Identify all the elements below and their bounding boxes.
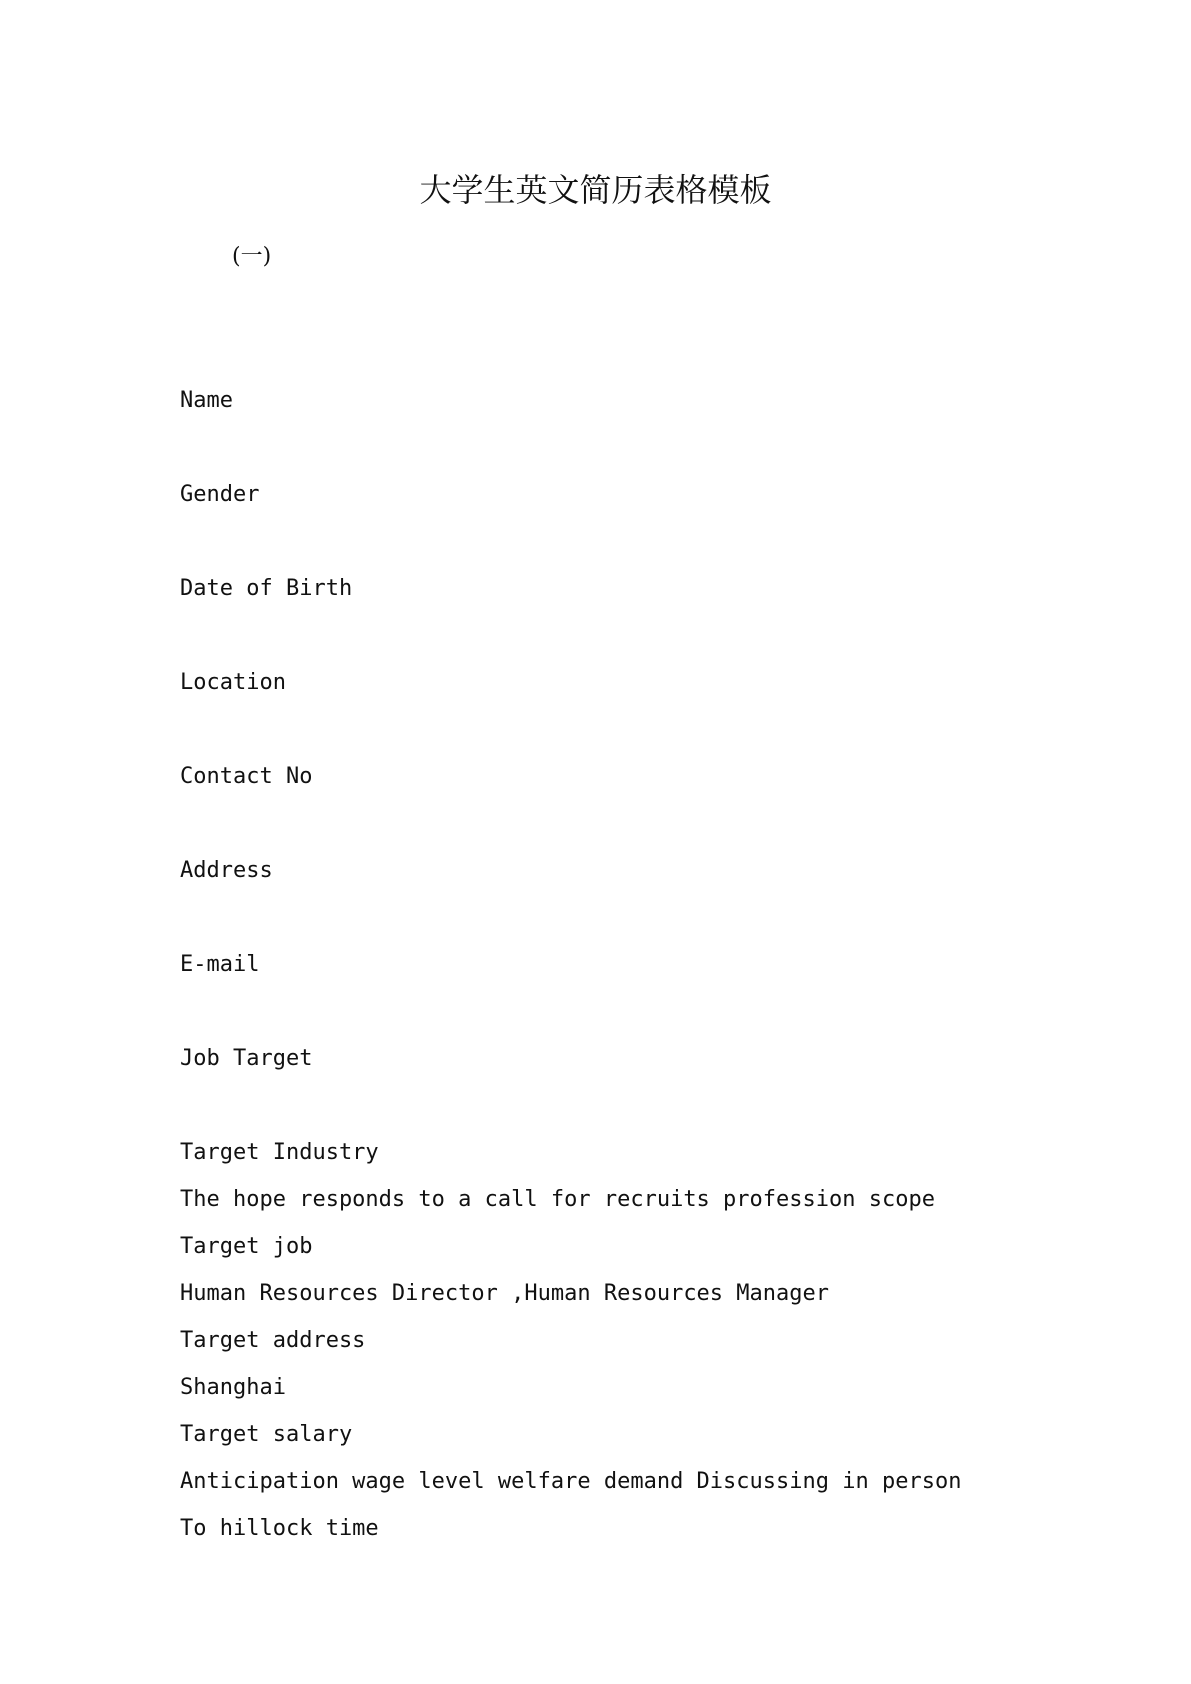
target-industry-label: Target Industry [180, 1140, 379, 1165]
target-address-value: Shanghai [180, 1375, 286, 1400]
field-name-label: Name [180, 388, 233, 413]
field-location-label: Location [180, 670, 286, 695]
target-salary-value: Anticipation wage level welfare demand Discussing in person [180, 1469, 962, 1494]
to-hillock-time-label: To hillock time [180, 1516, 379, 1541]
field-gender-label: Gender [180, 482, 260, 507]
field-email-label: E-mail [180, 952, 260, 977]
field-address-label: Address [180, 858, 273, 883]
field-contact-no-label: Contact No [180, 764, 313, 789]
target-address-label: Target address [180, 1328, 366, 1353]
document-title: 大学生英文简历表格模板 [419, 171, 772, 209]
target-job-label: Target job [180, 1234, 313, 1259]
section-number: (一) [232, 244, 272, 269]
target-industry-value: The hope responds to a call for recruits profession scope [180, 1187, 935, 1212]
target-salary-label: Target salary [180, 1422, 353, 1447]
target-job-value: Human Resources Director ,Human Resources Manager [180, 1281, 830, 1306]
field-job-target-label: Job Target [180, 1046, 313, 1071]
field-date-of-birth-label: Date of Birth [180, 576, 353, 601]
